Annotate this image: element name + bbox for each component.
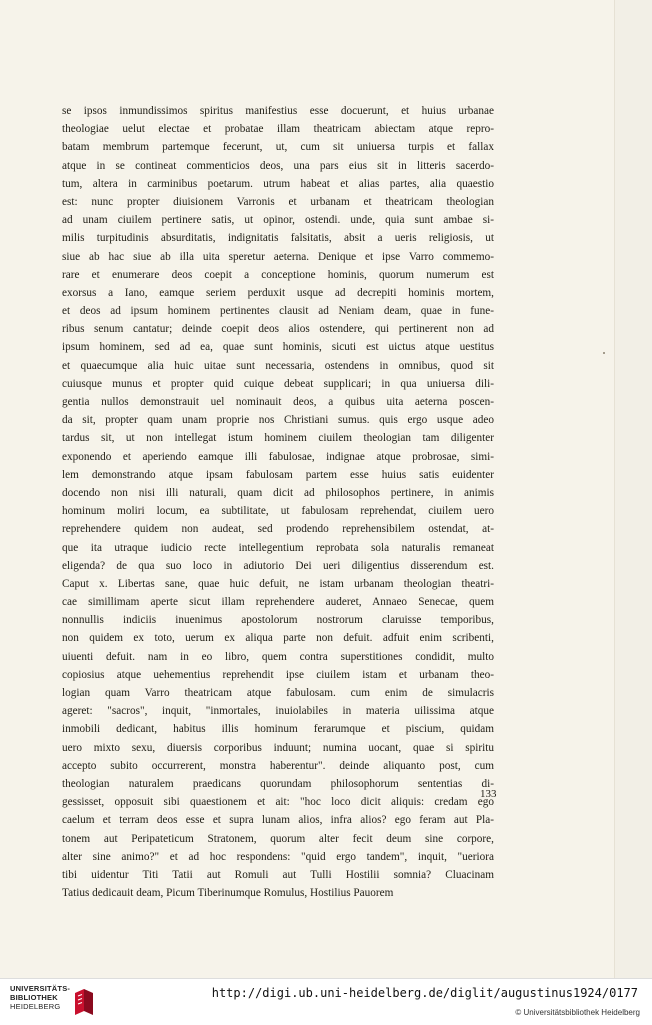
text-line: est: nunc propter diuisionem Varronis et urbanam et theatricam theologian xyxy=(62,195,494,208)
text-line: milis turpitudinis absurditatis, indignitatis falsitatis, absit a ueris religiosis, ut xyxy=(62,232,494,245)
logo-line-1: UNIVERSITÄTS- xyxy=(10,984,71,993)
text-line: atque in se contineat commenticios deos, una pars eius sit in litteris sacerdo- xyxy=(62,159,494,172)
text-line: inmobili dedicant, habitus illis hominum ferarumque et piscium, quidam xyxy=(62,723,494,736)
text-line: uero mixto sexu, diuersis corporibus induunt; numina uocant, quae si spiritu xyxy=(62,741,494,754)
text-line: caelum et terram deos esse et supra lunam alios, infra alios? ego feram aut Pla- xyxy=(62,814,494,827)
text-line: batam membrum partemque fecerunt, ut, cum sit uniuersa turpis et fallax xyxy=(62,141,494,154)
footer-bar xyxy=(0,978,652,1025)
text-line: tonem aut Peripateticum Stratonem, quorum alter fecit deum sine corpore, xyxy=(62,832,494,845)
text-line: docendo non nisi illi naturali, quam dicit ad philosophos pertinere, in animis xyxy=(62,486,494,499)
text-line: Caput x. Libertas sane, quae huic defuit, ne istam urbanam theologian theatri- xyxy=(62,577,494,590)
library-logo[interactable] xyxy=(4,984,104,1020)
logo-line-2: BIBLIOTHEK xyxy=(10,993,58,1002)
text-line: alter sine animo?" et ad hoc respondens: "quid ergo tandem", inquit, "ueriora xyxy=(62,850,494,863)
text-line: cae simillimam aperte sicut illam reprehendere auderet, Annaeo Senecae, quem xyxy=(62,596,494,609)
text-line: logian quam Varro theatricam atque fabulosam. cum enim de simulacris xyxy=(62,687,494,699)
text-line: non quidem ex toto, uerum ex aliqua parte non defuit. adfuit enim scribenti, xyxy=(62,632,494,645)
text-line: gessisset, opposuit sibi quaestionem et ait: "hoc loco dicit aliquis: credam ego xyxy=(62,796,494,809)
text-line: gentia nullos demonstrauit uel nominauit deos, a quibus uita aeterna poscen- xyxy=(62,396,494,408)
text-line: et quaecumque alia huic uitae sunt necessaria, ostendens in omnibus, quod sit xyxy=(62,359,494,372)
text-line: tum, altera in carminibus poetarum. utrum habeat et alias partes, alia quaestio xyxy=(62,177,494,190)
text-line: que ita utraque iudicio recte intellegentium reprobata sola naturalis remaneat xyxy=(62,541,494,554)
text-line: et deos ad ipsum hominem pertinentes clausit ad Neniam deam, quae in fune- xyxy=(62,305,494,318)
text-line: copiosius atque uehementius reprehendit ipse ciuilem istam et urbanam theo- xyxy=(62,668,494,681)
text-line: lem demonstrando atque ipsam fabulosam partem esse huius satis euidenter xyxy=(62,468,494,481)
text-block xyxy=(62,102,494,902)
text-line: ageret: "sacros", inquit, "inmortales, inuiolabiles in materia uilissima atque xyxy=(62,705,494,718)
text-line: se ipsos inmundissimos spiritus manifestius esse docuerunt, et huius urbanae xyxy=(62,105,494,117)
text-line: accepto subito occurrerent, monstra haberentur". deinde aliquanto post, cum xyxy=(62,759,494,772)
margin-speck xyxy=(603,352,605,354)
logo-text xyxy=(10,984,70,1011)
text-line: ad unam ciuilem pertinere satis, ut opinor, ostendi. unde, quia sunt ambae si- xyxy=(62,214,494,227)
library-emblem-icon xyxy=(72,987,96,1017)
text-line: rare et enumerare deos coepit a conceptione hominis, quorum numerum est xyxy=(62,268,494,281)
page-number: 133 xyxy=(480,788,497,800)
text-line: eligenda? de qua suo loco in adiutorio Dei ueri diligentius disserendum est. xyxy=(62,559,494,572)
logo-line-3: HEIDELBERG xyxy=(10,1002,61,1011)
copyright-notice: © Universitätsbibliothek Heidelberg xyxy=(515,1008,640,1017)
text-line: tardus sit, ut non intellegat istum hominem ciuilem theologian tam diligenter xyxy=(62,432,494,445)
text-line: Tatius dedicauit deam, Picum Tiberinumque Romulus, Hostilius Pauorem xyxy=(62,887,394,900)
text-line: reprehendere quidem non audeat, sed prodendo reprehensibilem ostendat, at- xyxy=(62,523,494,536)
text-line: siue ab hac siue ab illa uita speretur aeterna. Denique et ipse Varro commemo- xyxy=(62,250,494,263)
text-line: uiuenti defuit. nam in eo libro, quem contra superstitiones condidit, multo xyxy=(62,650,494,663)
text-line: exorsus a Iano, eamque seriem perduxit usque ad decrepiti hominis mortem, xyxy=(62,286,494,299)
text-line: hominum moliri locum, ea subtilitate, ut fabulosam reprehendat, ciuilem uero xyxy=(62,505,494,518)
text-line: exponendo et aperiendo eamque illi fabulosae, indignae atque probrosae, simi- xyxy=(62,450,494,463)
permalink-url[interactable]: http://digi.ub.uni-heidelberg.de/diglit/augustinus1924/0177 xyxy=(211,986,638,1000)
text-line: nonnullis indiciis inuenimus apostolorum nostrorum claruisse temporibus, xyxy=(62,614,494,627)
text-line: ribus senum cantatur; deinde coepit deos alios ostendere, qui pertinerent non ad xyxy=(62,323,494,336)
text-line: ipsum hominem, sed ad ea, quae sunt hominis, sicuti est uictus atque uestitus xyxy=(62,341,494,354)
text-line: tibi uidentur Titi Tatii aut Romuli aut Tulli Hostilii somnia? Cluacinam xyxy=(62,868,494,881)
text-line: theologian naturalem praedicans quorundam philosophorum sententias di- xyxy=(62,777,494,790)
text-line: cuiusque munus et propter quid cuique debeat supplicari; in qua uniuersa dili- xyxy=(62,377,494,390)
text-line: da sit, propter quam unam proprie nos Christiani sumus. quis ergo usque adeo xyxy=(62,414,494,427)
text-line: theologiae uelut electae et probatae illam theatricam abiectam atque repro- xyxy=(62,123,494,136)
